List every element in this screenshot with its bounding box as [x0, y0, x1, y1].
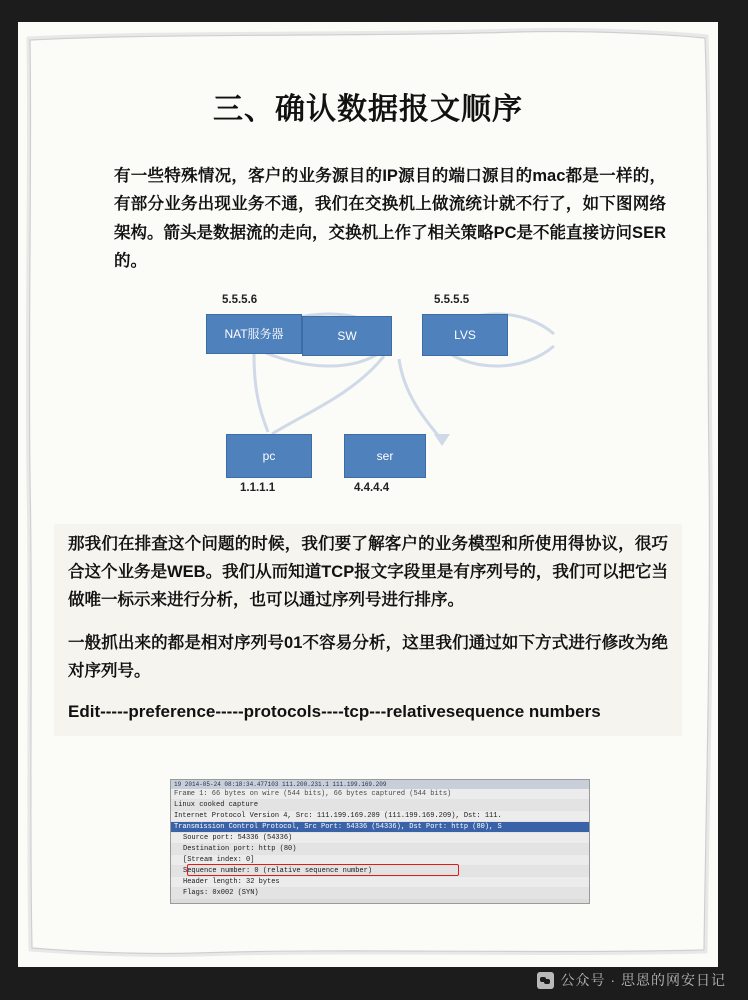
- wireshark-row-sequence-number: Sequence number: 0 (relative sequence number): [171, 866, 589, 877]
- ip-label-ser: 4.4.4.4: [354, 481, 390, 494]
- wireshark-screenshot: [170, 779, 590, 904]
- wireshark-row: Header length: 32 bytes: [171, 877, 589, 888]
- diagram-node-pc-label: pc: [262, 448, 276, 463]
- intro-paragraph: 有一些特殊情况，客户的业务源目的IP源目的端口源目的mac都是一样的，有部分业务出现业务不通，我们在交换机上做流统计就不行了，如下图网络架构。箭头是数据流的走向，交换机上作了相关策略PC是不能直接访问SER的。: [114, 167, 666, 271]
- wireshark-row: Internet Protocol Version 4, Src: 111.199.169.209 (111.199.169.209), Dst: 111.: [171, 811, 589, 822]
- ip-label-pc: 1.1.1.1: [240, 481, 276, 494]
- ip-label-nat: 5.5.5.6: [222, 293, 258, 306]
- network-diagram: [54, 294, 682, 514]
- wireshark-row: Linux cooked capture: [171, 800, 589, 811]
- wireshark-row: Destination port: http (80): [171, 844, 589, 855]
- diagram-node-ser: [344, 434, 426, 478]
- wireshark-row: Flags: 0x002 (SYN): [171, 888, 589, 899]
- body-paragraph-block: [54, 524, 682, 736]
- wireshark-row: [Stream index: 0]: [171, 855, 589, 866]
- body-paragraph-2: 一般抓出来的都是相对序列号01不容易分析，这里我们通过如下方式进行修改为绝对序列号。: [68, 633, 668, 680]
- diagram-node-nat-label: NAT服务器: [224, 327, 284, 341]
- watermark-text: 公众号 · 思恩的网安日记: [560, 972, 726, 988]
- footer-watermark: [537, 970, 726, 990]
- body-paragraph-1: 那我们在排查这个问题的时候，我们要了解客户的业务模型和所使用得协议，很巧合这个业务是WEB。我们从而知道TCP报文字段里是有序列号的，我们可以把它当做唯一标示来进行分析，也可以通过序列号进行排序。: [68, 534, 668, 610]
- wechat-icon: [537, 972, 554, 989]
- wireshark-row: Frame 1: 66 bytes on wire (544 bits), 66 bytes captured (544 bits): [171, 789, 589, 800]
- diagram-node-nat: [206, 314, 302, 354]
- document-page: [18, 22, 718, 967]
- intro-paragraph-block: [54, 158, 682, 280]
- diagram-node-lvs-label: LVS: [454, 327, 476, 342]
- page-title: 三、确认数据报文顺序: [213, 93, 523, 126]
- diagram-node-pc: [226, 434, 312, 478]
- wireshark-row-selected: Transmission Control Protocol, Src Port: 54336 (54336), Dst Port: http (80), S: [171, 822, 589, 833]
- diagram-node-lvs: [422, 314, 508, 356]
- menu-path-text: Edit-----preference-----protocols----tcp---relativesequence numbers: [68, 702, 601, 722]
- wireshark-packet-line: 19 2014-05-24 08:18:34.477103 111.200.231.1 111.199.169.209: [171, 780, 589, 789]
- diagram-node-ser-label: ser: [376, 448, 394, 463]
- wireshark-row: Source port: 54336 (54336): [171, 833, 589, 844]
- diagram-node-sw: [302, 316, 392, 356]
- diagram-node-sw-label: SW: [337, 328, 357, 343]
- ip-label-lvs: 5.5.5.5: [434, 293, 470, 306]
